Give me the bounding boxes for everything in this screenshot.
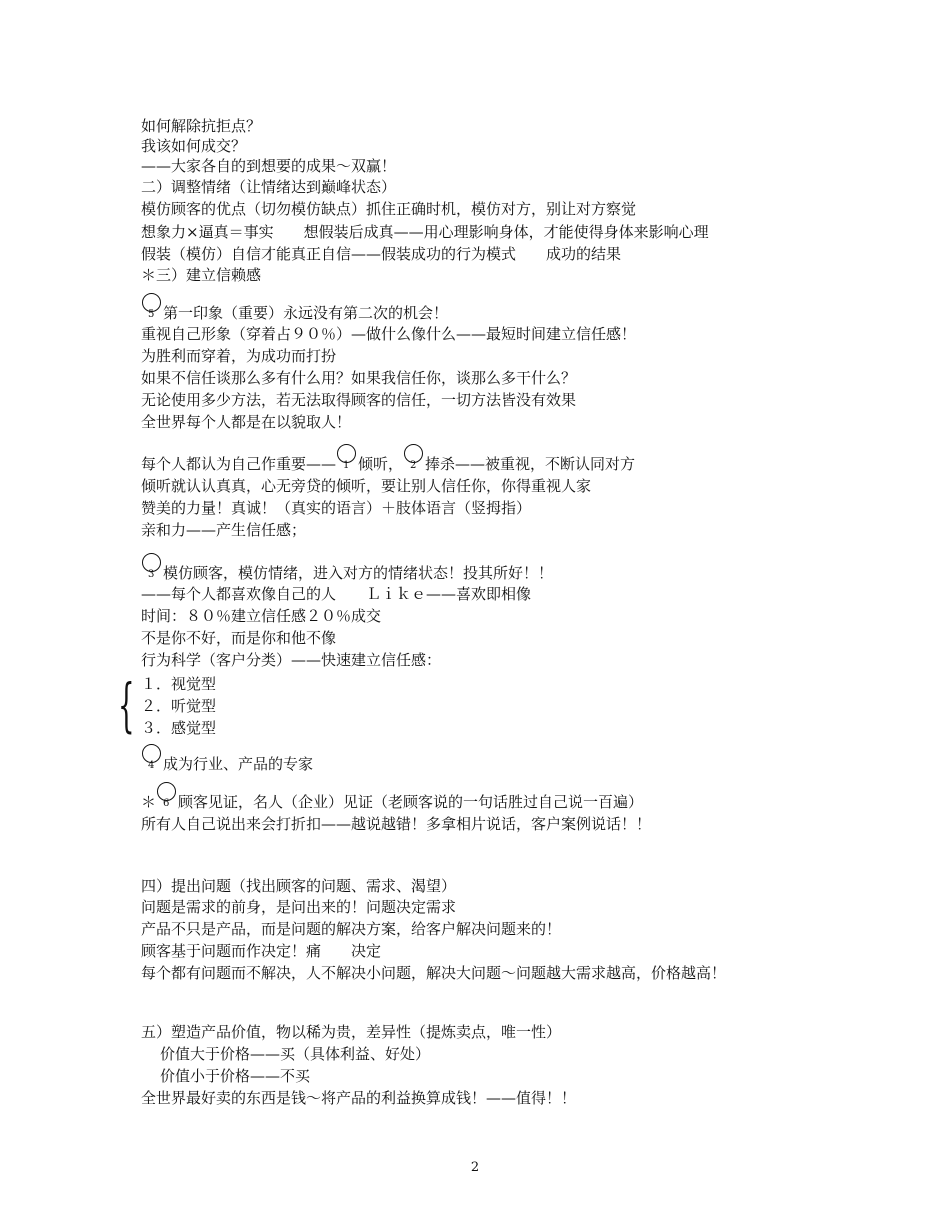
circle-number-icon: 2 bbox=[404, 444, 423, 463]
text-line: 假装（模仿）自信才能真正自信——假装成功的行为模式 成功的结果 bbox=[141, 245, 622, 263]
text-line: 不是你不好，而是你和他不像 bbox=[141, 629, 337, 647]
numbered-item: 4 成为行业、产品的专家 bbox=[141, 744, 313, 774]
numbered-item: ＊ 6 顾客见证，名人（企业）见证（老顾客说的一句话胜过自己说一百遍） bbox=[141, 782, 643, 812]
text-line: 如果不信任谈那么多有什么用？如果我信任你，谈那么多干什么？ bbox=[141, 369, 577, 387]
text-line: 为胜利而穿着，为成功而打扮 bbox=[141, 347, 337, 365]
section-heading: 五）塑造产品价值，物以稀为贵，差异性（提炼卖点，唯一性） bbox=[141, 1023, 562, 1041]
text-line: 全世界每个人都是在以貌取人！ bbox=[141, 413, 352, 431]
numbered-item: 每个人都认为自己作重要—— 1 倾听， 2 捧杀——被重视，不断认同对方 bbox=[141, 444, 635, 474]
text-line: 问题是需求的前身，是问出来的！问题决定需求 bbox=[141, 898, 457, 916]
circle-number-icon: 4 bbox=[142, 744, 161, 763]
text-line: 倾听就认认真真，心无旁贷的倾听，要让别人信任你，你得重视人家 bbox=[141, 477, 592, 495]
numbered-item: 3 模仿顾客，模仿情绪，进入对方的情绪状态！投其所好！！ bbox=[141, 553, 553, 583]
text-line: 赞美的力量！真诚！（真实的语言）＋肢体语言（竖拇指） bbox=[141, 499, 532, 517]
circle-number-icon: 3 bbox=[142, 553, 161, 572]
text-line: 每个都有问题而不解决，人不解决小问题，解决大问题～问题越大需求越高，价格越高！ bbox=[141, 964, 727, 982]
list-item: １．视觉型 bbox=[141, 675, 217, 693]
section-heading: 二）调整情绪（让情绪达到巅峰状态） bbox=[141, 178, 397, 196]
list-item: ２．听觉型 bbox=[141, 697, 217, 715]
text-line: 如何解除抗拒点？ bbox=[141, 117, 262, 135]
text-line: 所有人自己说出来会打折扣——越说越错！多拿相片说话，客户案例说话！！ bbox=[141, 815, 652, 833]
text-line: 价值大于价格——买（具体利益、好处） bbox=[160, 1045, 431, 1063]
text-line: 亲和力——产生信任感； bbox=[141, 521, 307, 539]
curly-brace-icon: { bbox=[118, 671, 135, 739]
section-heading: 四）提出问题（找出顾客的问题、需求、渴望） bbox=[141, 877, 457, 895]
circle-number-icon: 5 bbox=[142, 293, 161, 312]
circle-number-icon: 6 bbox=[157, 782, 176, 801]
text-line: 我该如何成交？ bbox=[141, 137, 247, 155]
numbered-item: 5 第一印象（重要）永远没有第二次的机会！ bbox=[141, 293, 448, 323]
list-item: ３．感觉型 bbox=[141, 719, 217, 737]
text-line: 重视自己形象（穿着占９０％）—做什么像什么——最短时间建立信任感！ bbox=[141, 325, 637, 343]
text-line: ——大家各自的到想要的成果～双赢！ bbox=[141, 157, 397, 175]
text-line: 时间：８０％建立信任感２０％成交 bbox=[141, 607, 382, 625]
text-line: 顾客基于问题而作决定！痛 决定 bbox=[141, 942, 382, 960]
text-line: 想象力×逼真＝事实 想假装后成真——用心理影响身体，才能使得身体来影响心理 bbox=[141, 223, 709, 241]
text-line: 模仿顾客的优点（切勿模仿缺点）抓住正确时机，模仿对方，别让对方察觉 bbox=[141, 200, 637, 218]
section-heading: ＊三）建立信赖感 bbox=[141, 266, 262, 284]
page-number: 2 bbox=[470, 1160, 480, 1175]
text-line: 价值小于价格——不买 bbox=[160, 1067, 311, 1085]
text-line: 产品不只是产品，而是问题的解决方案，给客户解决问题来的！ bbox=[141, 920, 562, 938]
text-line: 无论使用多少方法，若无法取得顾客的信任，一切方法皆没有效果 bbox=[141, 391, 577, 409]
text-line: 行为科学（客户分类）——快速建立信任感： bbox=[141, 651, 442, 669]
circle-number-icon: 1 bbox=[337, 444, 356, 463]
text-line: 全世界最好卖的东西是钱～将产品的利益换算成钱！——值得！！ bbox=[141, 1089, 577, 1107]
text-line: ——每个人都喜欢像自己的人 Ｌｉｋｅ——喜欢即相像 bbox=[141, 585, 532, 603]
